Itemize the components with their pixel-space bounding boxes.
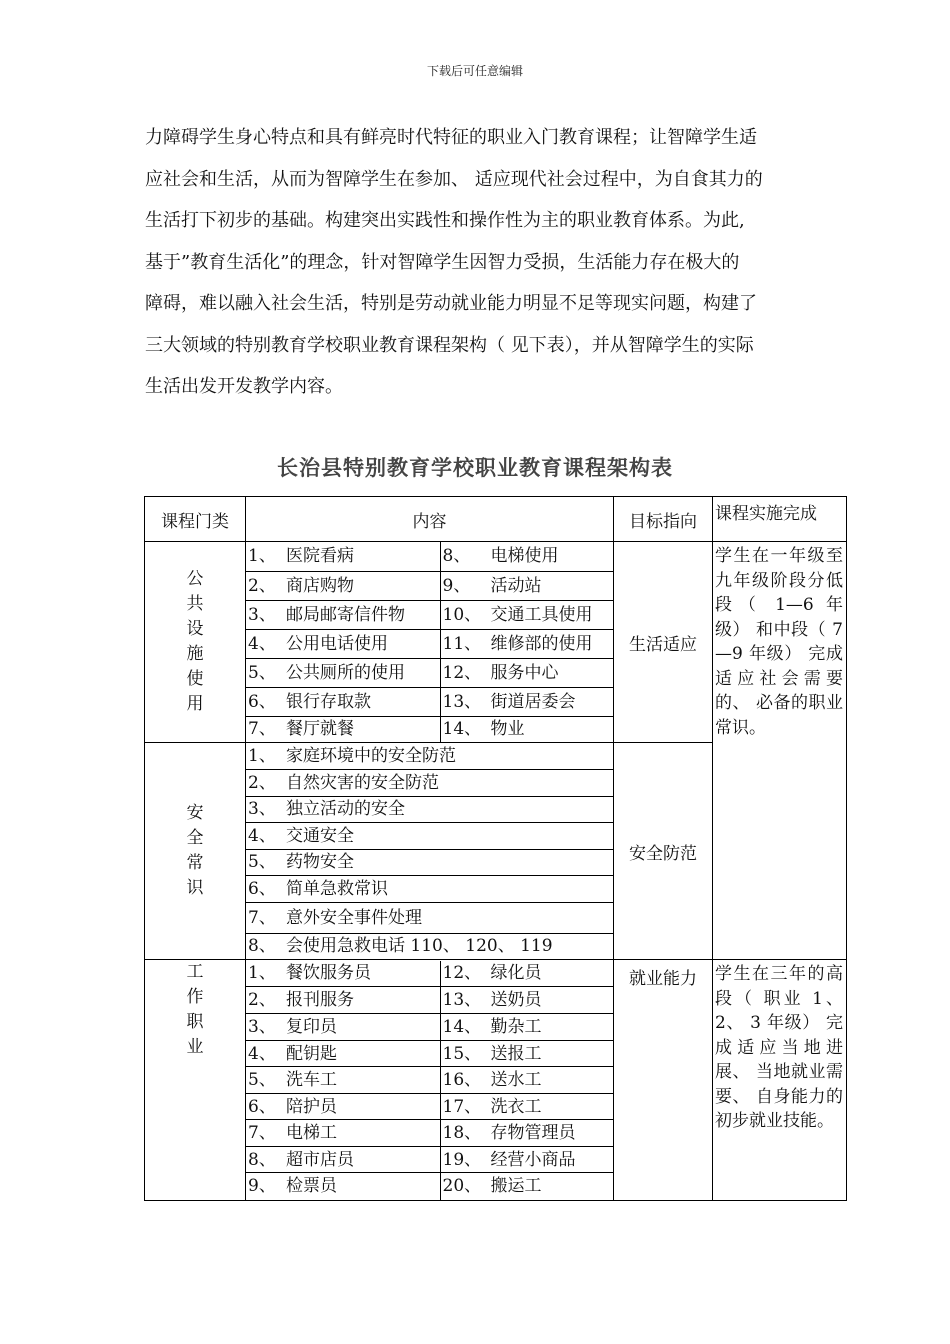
paragraph-line: 基于”教育生活化”的理念，针对智障学生因智力受损，生活能力存在极大的	[145, 251, 740, 273]
list-item	[246, 902, 613, 933]
category-char: 公	[186, 569, 204, 589]
item-text: 会使用急救电话 110、 120、 119	[286, 936, 553, 957]
list-item	[246, 987, 613, 1014]
implementation-continued	[713, 743, 847, 960]
list-item	[246, 822, 613, 849]
item-number: 11、	[442, 633, 482, 654]
category-work-occupation	[145, 960, 246, 1201]
list-item	[246, 796, 613, 822]
item-number: 1、	[248, 546, 276, 567]
content-safety-knowledge	[246, 743, 614, 960]
list-item	[246, 1014, 613, 1041]
content-public-facilities	[246, 542, 614, 743]
item-number: 14、	[442, 1017, 482, 1037]
item-text: 搬运工	[490, 1176, 542, 1197]
item-number: 16、	[442, 1070, 482, 1090]
item-number: 15、	[442, 1043, 482, 1064]
header-implementation: 课程实施完成	[713, 497, 847, 542]
item-text: 送水工	[490, 1070, 542, 1090]
item-text: 交通工具使用	[490, 604, 593, 625]
item-number: 5、	[248, 852, 276, 872]
list-item	[246, 600, 613, 629]
item-number: 13、	[442, 691, 482, 712]
item-number: 7、	[248, 1123, 276, 1143]
item-text: 家庭环境中的安全防范	[286, 745, 456, 766]
intro-paragraph	[145, 120, 825, 411]
item-number: 1、	[248, 963, 276, 984]
category-char: 使	[186, 669, 204, 689]
item-number: 6、	[248, 691, 276, 712]
section-public-facilities	[145, 542, 847, 743]
item-text: 经营小商品	[490, 1149, 576, 1170]
list-item	[246, 658, 613, 687]
category-char: 全	[186, 828, 204, 848]
item-number: 2、	[248, 575, 276, 596]
list-item	[246, 1094, 613, 1120]
item-number: 14、	[442, 719, 482, 740]
goal-public-facilities: 生活适应	[614, 542, 713, 743]
category-char: 工	[186, 962, 204, 982]
item-text: 自然灾害的安全防范	[286, 772, 439, 793]
item-text: 交通安全	[286, 825, 354, 846]
paragraph-line: 生活出发开发教学内容。	[145, 376, 343, 397]
list-item	[246, 1120, 613, 1147]
item-number: 2、	[248, 990, 276, 1010]
category-char: 用	[186, 694, 204, 714]
item-text: 服务中心	[490, 662, 559, 683]
item-number: 17、	[442, 1096, 482, 1117]
list-item	[246, 1041, 613, 1067]
list-item	[246, 961, 613, 987]
list-item	[246, 571, 613, 600]
table-title: 长治县特别教育学校职业教育课程架构表	[277, 456, 673, 480]
content-list	[246, 743, 613, 959]
section-safety-knowledge	[145, 743, 847, 960]
item-text: 药物安全	[286, 852, 354, 872]
list-item	[246, 716, 613, 742]
item-text: 复印员	[286, 1017, 337, 1037]
item-text: 维修部的使用	[490, 633, 593, 654]
item-text: 绿化员	[490, 963, 542, 984]
item-text: 陪护员	[286, 1096, 337, 1117]
item-text: 电梯使用	[490, 546, 559, 567]
item-text: 银行存取款	[286, 691, 371, 712]
item-number: 20、	[442, 1176, 482, 1197]
item-text: 街道居委会	[490, 691, 576, 712]
header-goal: 目标指向	[614, 497, 713, 542]
item-text: 电梯工	[286, 1123, 337, 1143]
category-char: 识	[186, 878, 204, 898]
item-text: 公共厕所的使用	[286, 662, 405, 683]
item-text: 医院看病	[286, 546, 354, 567]
item-text: 检票员	[286, 1176, 337, 1197]
list-item	[246, 849, 613, 875]
item-text: 洗车工	[286, 1070, 337, 1090]
item-text: 公用电话使用	[286, 633, 388, 654]
paragraph-line: 应社会和生活，从而为智障学生在参加、 适应现代社会过程中，为自食其力的	[145, 168, 763, 190]
item-number: 8、	[248, 936, 276, 957]
item-number: 12、	[442, 662, 482, 683]
content-list	[246, 961, 613, 1200]
category-char: 施	[186, 644, 204, 664]
item-text: 邮局邮寄信件物	[286, 604, 405, 625]
list-item	[246, 1147, 613, 1173]
paragraph-line: 生活打下初步的基础。构建突出实践性和操作性为主的职业教育体系。为此,	[145, 210, 745, 231]
header-category: 课程门类	[145, 497, 246, 542]
item-number: 8、	[248, 1149, 276, 1170]
item-number: 7、	[248, 719, 276, 740]
item-text: 洗衣工	[490, 1096, 542, 1117]
item-number: 3、	[248, 1017, 276, 1037]
paragraph-line: 障碍，难以融入社会生活，特别是劳动就业能力明显不足等现实问题，构建了	[145, 293, 757, 314]
list-item	[246, 687, 613, 716]
paragraph-line: 三大领域的特别教育学校职业教育课程架构（ 见下表），并从智障学生的实际	[145, 334, 754, 356]
item-number: 8、	[442, 546, 471, 567]
category-char: 共	[186, 594, 204, 614]
item-number: 3、	[248, 799, 276, 819]
list-item	[246, 875, 613, 902]
category-public-facilities	[145, 542, 246, 743]
item-text: 商店购物	[286, 575, 354, 596]
goal-work-occupation: 就业能力	[614, 960, 713, 1201]
item-text: 餐饮服务员	[286, 963, 371, 984]
item-text: 超市店员	[286, 1149, 354, 1170]
list-item	[246, 1067, 613, 1094]
item-text: 餐厅就餐	[286, 719, 354, 740]
paragraph-line: 力障碍学生身心特点和具有鲜亮时代特征的职业入门教育课程；让智障学生适	[145, 127, 757, 148]
list-item	[246, 629, 613, 658]
category-char: 安	[186, 803, 204, 823]
list-item	[246, 933, 613, 959]
curriculum-table	[144, 496, 847, 1201]
item-text: 存物管理员	[490, 1123, 576, 1143]
implementation-low-mid-grades: 学生在一年级至九年级阶段分低段（ 1—6 年级） 和中段（ 7—9 年级） 完成适应社会需要的、 必备的职业常识。	[713, 542, 847, 743]
item-text: 简单急救常识	[286, 878, 388, 899]
list-item	[246, 542, 613, 571]
content-work-occupation	[246, 960, 614, 1201]
item-number: 19、	[442, 1149, 482, 1170]
list-item	[246, 743, 613, 769]
item-number: 10、	[442, 604, 482, 625]
list-item	[246, 769, 613, 796]
item-number: 5、	[248, 662, 276, 683]
page-header: 下载后可任意编辑	[426, 64, 523, 78]
item-text: 配钥匙	[286, 1043, 337, 1064]
item-number: 4、	[248, 825, 276, 846]
item-number: 4、	[248, 633, 276, 654]
item-number: 9、	[248, 1176, 276, 1197]
item-number: 7、	[248, 907, 276, 928]
item-text: 送报工	[490, 1043, 542, 1064]
item-number: 3、	[248, 604, 276, 625]
category-safety-knowledge	[145, 743, 246, 960]
header-content: 内容	[246, 497, 614, 542]
item-text: 勤杂工	[490, 1017, 542, 1037]
item-text: 物业	[490, 719, 525, 740]
section-work-occupation	[145, 960, 847, 1201]
category-char: 作	[186, 987, 204, 1007]
item-number: 6、	[248, 1096, 276, 1117]
item-number: 1、	[248, 745, 276, 766]
item-text: 活动站	[490, 575, 542, 596]
item-text: 送奶员	[490, 990, 542, 1010]
item-number: 6、	[248, 878, 276, 899]
item-number: 12、	[442, 963, 482, 984]
item-text: 报刊服务	[286, 990, 354, 1010]
category-char: 常	[186, 853, 204, 873]
category-char: 职	[186, 1012, 204, 1032]
category-char: 业	[186, 1037, 204, 1057]
item-number: 5、	[248, 1070, 276, 1090]
content-list	[246, 542, 613, 742]
item-text: 意外安全事件处理	[286, 907, 422, 928]
category-char: 设	[186, 619, 204, 639]
list-item	[246, 1173, 613, 1200]
item-number: 2、	[248, 772, 276, 793]
item-number: 9、	[442, 575, 471, 596]
implementation-high-grades: 学生在三年的高段（ 职业 1、 2、 3 年级） 完成适应当地进展、 当地就业需要、 自身能力的初步就业技能。	[713, 960, 847, 1201]
goal-safety-knowledge: 安全防范	[614, 743, 713, 960]
item-number: 13、	[442, 990, 482, 1010]
item-text: 独立活动的安全	[286, 799, 405, 819]
item-number: 18、	[442, 1123, 482, 1143]
item-number: 4、	[248, 1043, 276, 1064]
table-header-row	[145, 497, 847, 542]
